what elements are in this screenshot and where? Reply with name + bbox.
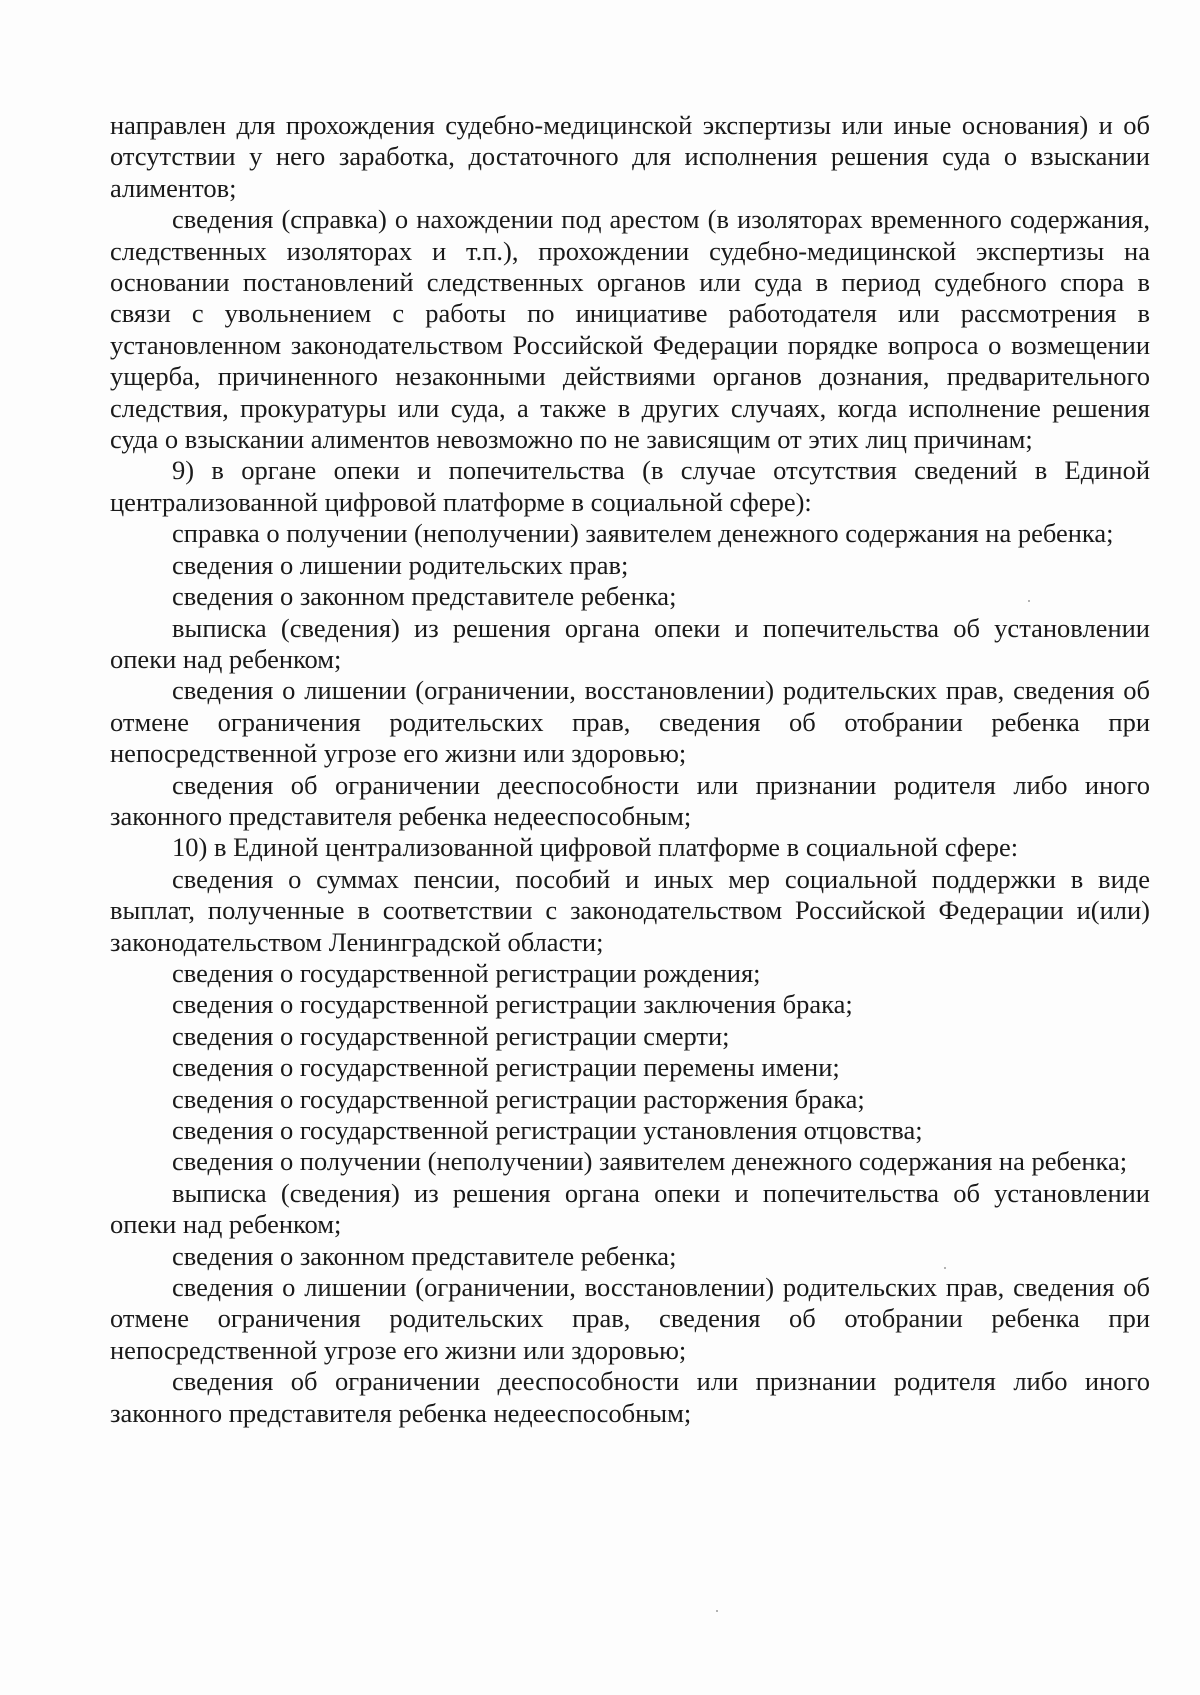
paragraph-legal-representative: сведения о законном представителе ребенка; [172, 581, 677, 612]
paragraph-continuation: направлен для прохождения судебно-медицинской экспертизы или иные основания) и об отсутствии у него заработка, достаточного для исполнения решения суда о взыскании алиментов; [110, 110, 1150, 203]
paragraph-rights-restriction-2: сведения о лишении (ограничении, восстановлении) родительских прав, сведения об отмене ограничения родительских прав, сведения об отобрании ребенка при непосредственной угрозе его жизни или здоровью; [110, 1272, 1150, 1365]
scan-speck [1028, 600, 1030, 602]
paragraph-birth-registration: сведения о государственной регистрации рождения; [172, 957, 761, 988]
paragraph-incapacity-2: сведения об ограничении дееспособности или признании родителя либо иного законного представителя ребенка недееспособным; [110, 1366, 1150, 1428]
paragraph-name-change-registration: сведения о государственной регистрации перемены имени; [172, 1052, 840, 1083]
paragraph-death-registration: сведения о государственной регистрации смерти; [172, 1020, 730, 1051]
paragraph-arrest-info: сведения (справка) о нахождении под арестом (в изоляторах временного содержания, следственных изоляторах и т.п.), прохождении судебно-медицинской экспертизы на основании постановлений следственных органов или суда в период судебного спора в связи с увольнением с работы по инициативе работодателя или рассмотрения в установленном законодательством Российской Федерации порядке вопроса о возмещении ущерба, причиненного незаконными действиями органов дознания, предварительного следствия, прокуратуры или суда, а также в других случаях, когда исполнение решения суда о взыскании алиментов невозможно по не зависящим от этих лиц причинам; [110, 204, 1150, 455]
paragraph-paternity-registration: сведения о государственной регистрации установления отцовства; [172, 1115, 923, 1145]
paragraph-divorce-registration: сведения о государственной регистрации расторжения брака; [172, 1083, 865, 1114]
paragraph-rights-restriction: сведения о лишении (ограничении, восстановлении) родительских прав, сведения об отмене ограничения родительских прав, сведения об отобрании ребенка при непосредственной угрозе его жизни или здоровью; [110, 675, 1150, 769]
document-body [110, 110, 1150, 1429]
paragraph-guardianship-extract: выписка (сведения) из решения органа опеки и попечительства об установлении опеки над ребенком; [110, 612, 1150, 674]
scan-speck [944, 1267, 946, 1269]
paragraph-maintenance-certificate: справка о получении (неполучении) заявителем денежного содержания на ребенка; [172, 518, 1114, 549]
scan-speck [716, 1610, 718, 1612]
paragraph-legal-representative-2: сведения о законном представителе ребенка; [172, 1240, 677, 1271]
paragraph-item-10: 10) в Единой централизованной цифровой платформе в социальной сфере: [172, 832, 1019, 863]
paragraph-guardianship-extract-2: выписка (сведения) из решения органа опеки и попечительства об установлении опеки над ребенком; [110, 1177, 1150, 1240]
paragraph-pension-sums: сведения о суммах пенсии, пособий и иных мер социальной поддержки в виде выплат, полученные в соответствии с законодательством Российской Федерации и(или) законодательством Ленинградской области; [110, 863, 1150, 957]
paragraph-item-9: 9) в органе опеки и попечительства (в случае отсутствия сведений в Единой централизованной цифровой платформе в социальной сфере): [110, 455, 1150, 517]
paragraph-maintenance-certificate-2: сведения о получении (неполучении) заявителем денежного содержания на ребенка; [172, 1146, 1128, 1177]
paragraph-marriage-registration: сведения о государственной регистрации заключения брака; [172, 989, 853, 1020]
paragraph-incapacity: сведения об ограничении дееспособности или признании родителя либо иного законного представителя ребенка недееспособным; [110, 769, 1150, 831]
paragraph-deprivation-rights: сведения о лишении родительских прав; [172, 549, 629, 580]
